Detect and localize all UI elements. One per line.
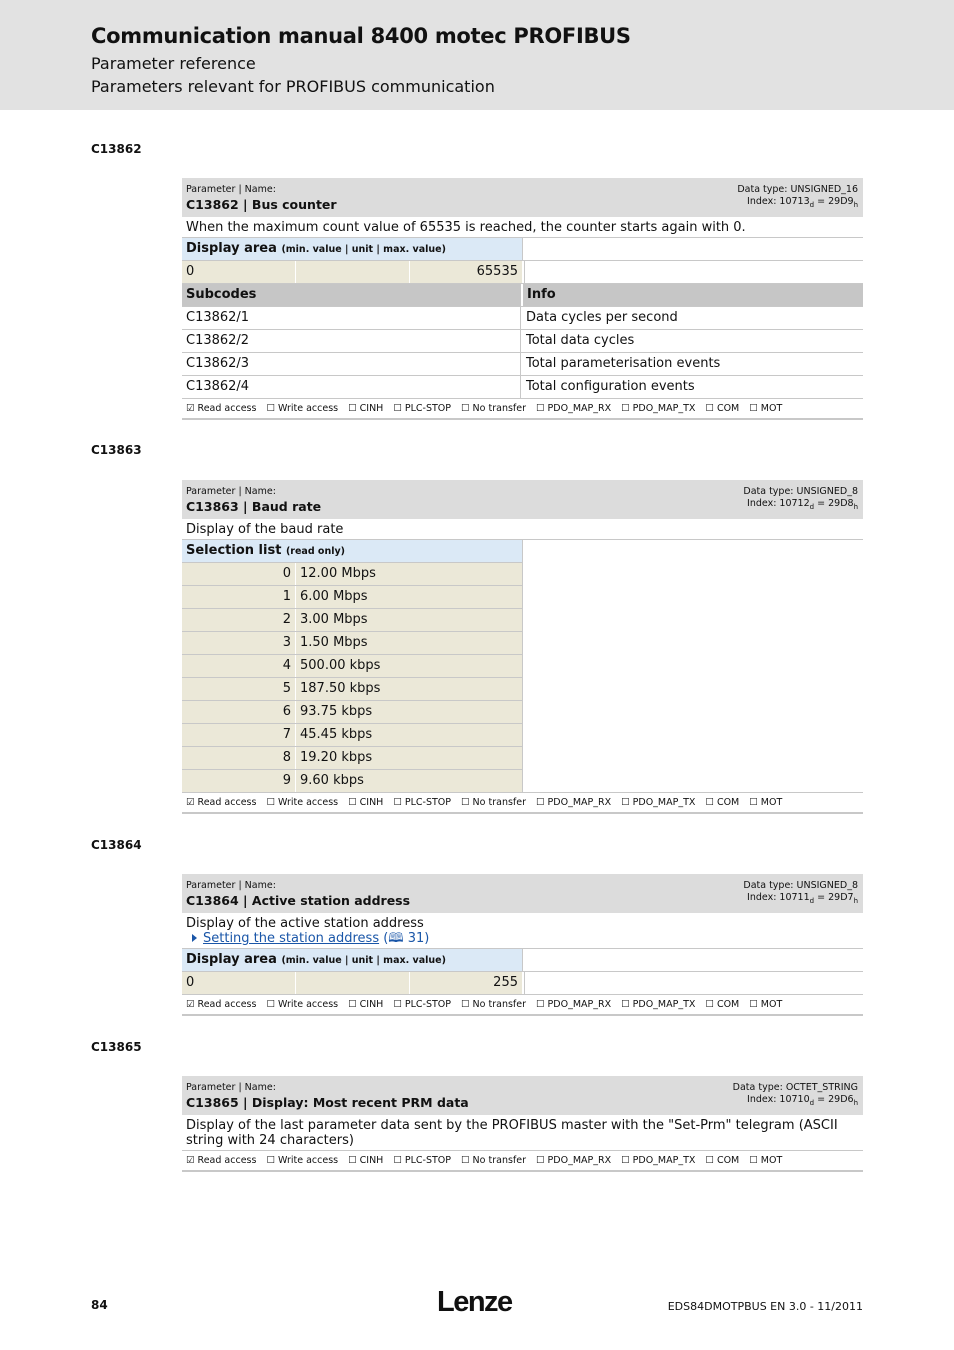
list-item bbox=[182, 563, 522, 586]
flag-pdo-map-tx: ☐ PDO_MAP_TX bbox=[621, 403, 696, 414]
flag-write-access: ☐ Write access bbox=[266, 403, 339, 414]
list-item bbox=[182, 770, 522, 793]
param-description: Display of the last parameter data sent by the PROFIBUS master with the "Set-Prm" telegram (ASCII string with 24 characters) bbox=[182, 1115, 863, 1151]
flag-pdo-map-tx: ☐ PDO_MAP_TX bbox=[621, 1155, 696, 1166]
flag-cinh: ☐ CINH bbox=[348, 403, 384, 414]
min-value: 0 bbox=[182, 972, 295, 994]
param-header bbox=[182, 480, 863, 519]
selection-list bbox=[182, 540, 863, 793]
subcode-info: Total data cycles bbox=[526, 333, 635, 348]
param-index: Index: $10713_d = 29D9_h$ bbox=[747, 196, 858, 209]
subcode: C13862/1 bbox=[182, 307, 521, 329]
param-table-c13864 bbox=[182, 874, 863, 1016]
display-area-row bbox=[182, 238, 863, 261]
flag-mot: ☐ MOT bbox=[749, 797, 783, 808]
flag-write-access: ☐ Write access bbox=[266, 1155, 339, 1166]
flag-mot: ☐ MOT bbox=[749, 403, 783, 414]
option-value: 6 bbox=[182, 701, 295, 723]
flag-no-transfer: ☐ No transfer bbox=[461, 403, 527, 414]
page-header bbox=[0, 0, 954, 110]
flag-com: ☐ COM bbox=[705, 797, 740, 808]
option-text: 500.00 kbps bbox=[296, 655, 522, 677]
subcode-info: Data cycles per second bbox=[526, 310, 678, 325]
flag-pdo-map-rx: ☐ PDO_MAP_RX bbox=[536, 403, 612, 414]
param-header bbox=[182, 874, 863, 913]
param-name-label: Parameter | Name: bbox=[186, 184, 276, 195]
subcode: C13862/4 bbox=[182, 376, 521, 398]
flag-pdo-map-tx: ☐ PDO_MAP_TX bbox=[621, 797, 696, 808]
param-name: C13864 | Active station address bbox=[186, 893, 411, 908]
subcode-info: Total parameterisation events bbox=[526, 356, 721, 371]
option-value: 0 bbox=[182, 563, 295, 585]
flag-pdo-map-rx: ☐ PDO_MAP_RX bbox=[536, 797, 612, 808]
option-value: 5 bbox=[182, 678, 295, 700]
section-title: Parameters relevant for PROFIBUS communication bbox=[91, 77, 495, 96]
option-text: 1.50 Mbps bbox=[296, 632, 522, 654]
flag-no-transfer: ☐ No transfer bbox=[461, 999, 527, 1010]
option-text: 12.00 Mbps bbox=[296, 563, 522, 585]
option-value: 2 bbox=[182, 609, 295, 631]
list-item bbox=[182, 609, 522, 632]
param-code-heading: C13862 bbox=[91, 142, 142, 156]
flag-read-access: ☑ Read access bbox=[186, 1155, 257, 1166]
display-area-row bbox=[182, 949, 863, 972]
flag-no-transfer: ☐ No transfer bbox=[461, 797, 527, 808]
param-header bbox=[182, 1076, 863, 1115]
access-flags bbox=[182, 793, 863, 814]
unit-value bbox=[296, 261, 409, 283]
flag-write-access: ☐ Write access bbox=[266, 797, 339, 808]
lenze-wordmark: Lenze bbox=[437, 1286, 512, 1318]
flag-plc-stop: ☐ PLC-STOP bbox=[393, 403, 452, 414]
flag-pdo-map-rx: ☐ PDO_MAP_RX bbox=[536, 1155, 612, 1166]
option-value: 1 bbox=[182, 586, 295, 608]
param-table-c13862 bbox=[182, 178, 863, 420]
flag-mot: ☐ MOT bbox=[749, 999, 783, 1010]
display-area-label: Display area (min. value | unit | max. value) bbox=[182, 949, 522, 971]
param-index: Index: $10712_d = 29D8_h$ bbox=[747, 498, 858, 511]
min-value: 0 bbox=[182, 261, 295, 283]
option-value: 8 bbox=[182, 747, 295, 769]
table-row bbox=[182, 353, 863, 376]
display-area-values bbox=[182, 261, 863, 284]
data-type: Data type: UNSIGNED_8 bbox=[743, 486, 858, 497]
flag-pdo-map-rx: ☐ PDO_MAP_RX bbox=[536, 999, 612, 1010]
manual-title: Communication manual 8400 motec PROFIBUS bbox=[91, 24, 631, 48]
flag-plc-stop: ☐ PLC-STOP bbox=[393, 797, 452, 808]
param-index: Index: $10711_d = 29D7_h$ bbox=[747, 892, 858, 905]
page-number: 84 bbox=[91, 1298, 108, 1312]
param-description bbox=[182, 913, 863, 949]
list-item bbox=[182, 724, 522, 747]
option-text: 19.20 kbps bbox=[296, 747, 522, 769]
max-value: 255 bbox=[410, 972, 522, 994]
param-code-heading: C13863 bbox=[91, 443, 142, 457]
data-type: Data type: UNSIGNED_8 bbox=[743, 880, 858, 891]
list-item bbox=[182, 632, 522, 655]
subcode-header-row bbox=[182, 284, 863, 307]
param-table-c13865 bbox=[182, 1076, 863, 1172]
subcode: C13862/3 bbox=[182, 353, 521, 375]
param-name-label: Parameter | Name: bbox=[186, 1082, 276, 1093]
access-flags bbox=[182, 1151, 863, 1172]
option-value: 4 bbox=[182, 655, 295, 677]
table-row bbox=[182, 307, 863, 330]
option-text: 6.00 Mbps bbox=[296, 586, 522, 608]
display-area-label: Display area (min. value | unit | max. value) bbox=[182, 238, 522, 260]
param-description: Display of the baud rate bbox=[182, 519, 863, 540]
option-text: 45.45 kbps bbox=[296, 724, 522, 746]
option-value: 9 bbox=[182, 770, 295, 792]
arrow-right-icon bbox=[192, 934, 197, 942]
param-name-label: Parameter | Name: bbox=[186, 486, 276, 497]
flag-write-access: ☐ Write access bbox=[266, 999, 339, 1010]
flag-com: ☐ COM bbox=[705, 999, 740, 1010]
subcodes-header: Subcodes bbox=[182, 284, 521, 306]
max-value: 65535 bbox=[410, 261, 522, 283]
flag-cinh: ☐ CINH bbox=[348, 999, 384, 1010]
lenze-logo-icon bbox=[437, 1283, 517, 1319]
selection-list-label: Selection list (read only) bbox=[182, 540, 522, 563]
flag-com: ☐ COM bbox=[705, 403, 740, 414]
display-area-values bbox=[182, 972, 863, 995]
param-description: When the maximum count value of 65535 is reached, the counter starts again with 0. bbox=[182, 217, 863, 238]
access-flags bbox=[182, 399, 863, 420]
page-reference[interactable]: (🕮 31) bbox=[383, 931, 430, 946]
list-item bbox=[182, 655, 522, 678]
list-item bbox=[182, 586, 522, 609]
unit-value bbox=[296, 972, 409, 994]
chapter-title: Parameter reference bbox=[91, 54, 256, 73]
param-code-heading: C13865 bbox=[91, 1040, 142, 1054]
param-name: C13862 | Bus counter bbox=[186, 197, 337, 212]
flag-read-access: ☑ Read access bbox=[186, 797, 257, 808]
flag-no-transfer: ☐ No transfer bbox=[461, 1155, 527, 1166]
data-type: Data type: UNSIGNED_16 bbox=[737, 184, 858, 195]
option-text: 9.60 kbps bbox=[296, 770, 522, 792]
list-item bbox=[182, 678, 522, 701]
flag-cinh: ☐ CINH bbox=[348, 797, 384, 808]
param-header bbox=[182, 178, 863, 217]
flag-plc-stop: ☐ PLC-STOP bbox=[393, 1155, 452, 1166]
table-row bbox=[182, 330, 863, 353]
option-text: 3.00 Mbps bbox=[296, 609, 522, 631]
cross-reference bbox=[186, 931, 859, 946]
flag-mot: ☐ MOT bbox=[749, 1155, 783, 1166]
flag-plc-stop: ☐ PLC-STOP bbox=[393, 999, 452, 1010]
flag-read-access: ☑ Read access bbox=[186, 403, 257, 414]
flag-read-access: ☑ Read access bbox=[186, 999, 257, 1010]
flag-cinh: ☐ CINH bbox=[348, 1155, 384, 1166]
table-row bbox=[182, 376, 863, 399]
param-name: C13863 | Baud rate bbox=[186, 499, 322, 514]
info-header: Info bbox=[523, 284, 863, 306]
option-text: 187.50 kbps bbox=[296, 678, 522, 700]
lenze-logo bbox=[437, 1283, 517, 1323]
option-text: 93.75 kbps bbox=[296, 701, 522, 723]
subcode: C13862/2 bbox=[182, 330, 521, 352]
param-name: C13865 | Display: Most recent PRM data bbox=[186, 1095, 469, 1110]
description-text: Display of the active station address bbox=[186, 916, 424, 931]
list-item bbox=[182, 701, 522, 724]
option-value: 3 bbox=[182, 632, 295, 654]
option-value: 7 bbox=[182, 724, 295, 746]
param-table-c13863 bbox=[182, 480, 863, 814]
flag-pdo-map-tx: ☐ PDO_MAP_TX bbox=[621, 999, 696, 1010]
param-name-label: Parameter | Name: bbox=[186, 880, 276, 891]
param-index: Index: $10710_d = 29D6_h$ bbox=[747, 1094, 858, 1107]
list-item bbox=[182, 747, 522, 770]
subcode-info: Total configuration events bbox=[526, 379, 695, 394]
param-code-heading: C13864 bbox=[91, 838, 142, 852]
access-flags bbox=[182, 995, 863, 1016]
station-address-link[interactable]: Setting the station address bbox=[203, 931, 380, 946]
document-id: EDS84DMOTPBUS EN 3.0 - 11/2011 bbox=[667, 1300, 863, 1313]
data-type: Data type: OCTET_STRING bbox=[732, 1082, 858, 1093]
flag-com: ☐ COM bbox=[705, 1155, 740, 1166]
